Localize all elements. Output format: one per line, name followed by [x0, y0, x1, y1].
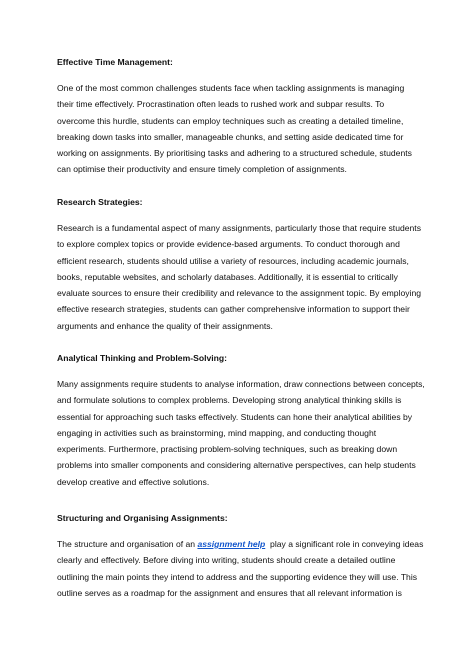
paragraph-line: problems into smaller components and considering alternative perspectives, can help students — [57, 460, 416, 471]
paragraph-line: outline serves as a roadmap for the assignment and ensures that all relevant information is — [57, 587, 402, 598]
paragraph-line: can optimise their productivity and ensure timely completion of assignments. — [57, 164, 347, 175]
section-research-strategies — [57, 197, 421, 334]
paragraph-line: Many assignments require students to analyse information, draw connections between concepts, — [57, 379, 425, 389]
paragraph-line: effective research strategies, students can gather comprehensive information to support their — [57, 304, 410, 315]
section-structuring-assignments — [57, 513, 424, 601]
link-prefix-text: The structure and organisation of an — [57, 539, 198, 549]
section-paragraph — [57, 220, 421, 334]
paragraph-line — [57, 536, 424, 552]
paragraph-line: Research is a fundamental aspect of many assignments, particularly those that require students — [57, 223, 421, 233]
paragraph-line: efficient research, students should utilise a variety of resources, including academic journals, — [57, 255, 409, 266]
paragraph-line: develop creative and effective solutions. — [57, 476, 210, 487]
paragraph-line: overcome this hurdle, students can employ techniques such as creating a detailed timeline, — [57, 115, 404, 126]
paragraph-line: evaluate sources to ensure their credibility and relevance to the assignment topic. By employing — [57, 288, 422, 299]
section-paragraph — [57, 376, 425, 490]
paragraph-line: experiments. Furthermore, practising problem-solving techniques, such as breaking down — [57, 444, 398, 455]
section-time-management — [57, 57, 421, 178]
link-suffix-text: play a significant role in conveying ideas — [265, 539, 424, 549]
section-paragraph — [57, 536, 424, 601]
section-heading: Effective Time Management: — [57, 57, 173, 67]
section-heading: Structuring and Organising Assignments: — [57, 513, 228, 523]
section-paragraph — [57, 80, 421, 178]
paragraph-line: outlining the main points they intend to address and the supporting evidence they will use. This — [57, 571, 418, 582]
paragraph-line: to explore complex topics or provide evidence-based arguments. To conduct thorough and — [57, 239, 400, 250]
paragraph-line: their time effectively. Procrastination often leads to rushed work and subpar results. To — [57, 99, 385, 110]
paragraph-line: books, reputable websites, and scholarly databases. Additionally, it is essential to critically — [57, 271, 398, 282]
paragraph-line: engaging in activities such as brainstorming, mind mapping, and conducting thought — [57, 427, 377, 438]
paragraph-line: essential for approaching such tasks effectively. Students can hone their analytical abilities by — [57, 411, 413, 422]
assignment-help-link[interactable]: assignment help — [197, 539, 266, 549]
paragraph-line: and formulate solutions to complex problems. Developing strong analytical thinking skills is — [57, 395, 402, 406]
section-heading: Analytical Thinking and Problem-Solving: — [57, 353, 227, 363]
paragraph-line: arguments and enhance the quality of their assignments. — [57, 320, 273, 331]
paragraph-line: working on assignments. By prioritising tasks and adhering to a structured schedule, students — [57, 148, 412, 159]
section-heading: Research Strategies: — [57, 197, 143, 207]
paragraph-line: clearly and effectively. Before diving into writing, students should create a detailed outline — [57, 555, 396, 566]
paragraph-line: breaking down tasks into smaller, manageable chunks, and setting aside dedicated time for — [57, 131, 404, 142]
paragraph-line: One of the most common challenges students face when tackling assignments is managing — [57, 83, 405, 93]
section-analytical-thinking — [57, 353, 425, 490]
